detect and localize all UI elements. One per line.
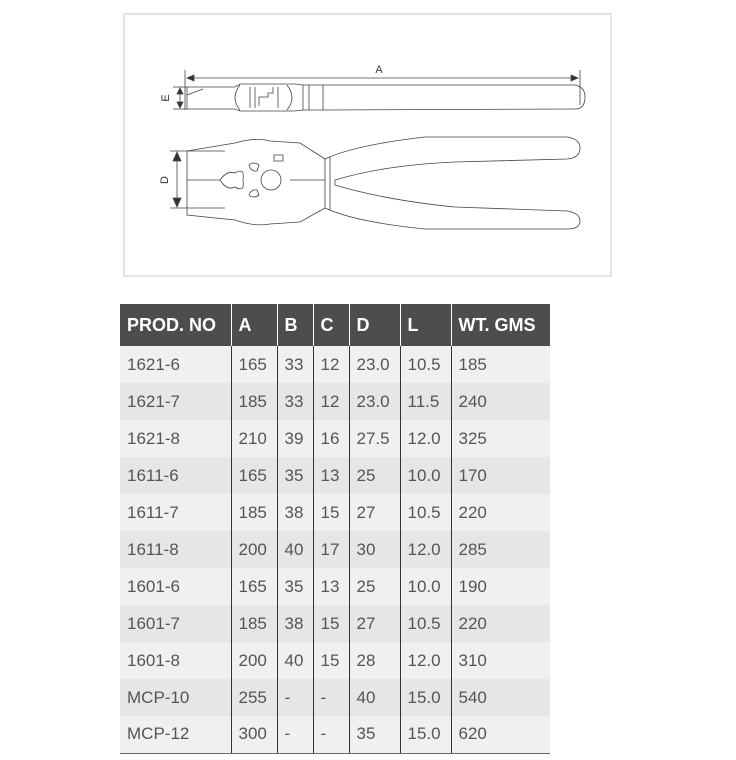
table-header-row [120, 304, 550, 346]
cell-weight: 310 [451, 642, 550, 679]
cell-c: 16 [313, 420, 349, 457]
cell-d: 25 [349, 457, 400, 494]
cell-weight: 190 [451, 568, 550, 605]
table-row [120, 568, 550, 605]
table-row [120, 457, 550, 494]
column-header-b: B [277, 304, 313, 346]
cell-a: 185 [231, 494, 277, 531]
pliers-diagram-frame [123, 13, 612, 277]
column-header-prod-no: PROD. NO [120, 304, 231, 346]
dimension-a-label: A [375, 64, 383, 76]
column-header-weight: WT. GMS [451, 304, 550, 346]
cell-c: 13 [313, 568, 349, 605]
cell-prod-no: MCP-12 [120, 716, 231, 753]
cell-prod-no: 1621-7 [120, 383, 231, 420]
cell-b: 33 [277, 383, 313, 420]
cell-b: - [277, 716, 313, 753]
cell-prod-no: 1611-7 [120, 494, 231, 531]
cell-b: 38 [277, 605, 313, 642]
column-header-c: C [313, 304, 349, 346]
dimension-d-label: D [158, 176, 171, 184]
table-row [120, 642, 550, 679]
cell-b: 39 [277, 420, 313, 457]
cell-l: 10.5 [400, 605, 451, 642]
pliers-diagram [125, 15, 610, 275]
cell-weight: 185 [451, 346, 550, 383]
cell-b: - [277, 679, 313, 716]
cell-l: 15.0 [400, 716, 451, 753]
cell-d: 27 [349, 494, 400, 531]
table-row [120, 605, 550, 642]
dimension-e-label: E [159, 94, 172, 102]
cell-l: 10.0 [400, 457, 451, 494]
cell-l: 12.0 [400, 420, 451, 457]
cell-c: - [313, 679, 349, 716]
cell-d: 25 [349, 568, 400, 605]
cell-a: 185 [231, 605, 277, 642]
cell-l: 15.0 [400, 679, 451, 716]
cell-c: 13 [313, 457, 349, 494]
cell-a: 200 [231, 642, 277, 679]
cell-weight: 540 [451, 679, 550, 716]
cell-a: 255 [231, 679, 277, 716]
cell-c: 12 [313, 383, 349, 420]
column-header-l: L [400, 304, 451, 346]
column-header-a: A [231, 304, 277, 346]
cell-l: 12.0 [400, 531, 451, 568]
cell-d: 23.0 [349, 346, 400, 383]
cell-a: 200 [231, 531, 277, 568]
cell-b: 38 [277, 494, 313, 531]
cell-weight: 220 [451, 494, 550, 531]
cell-l: 10.5 [400, 346, 451, 383]
cell-d: 30 [349, 531, 400, 568]
cell-c: 15 [313, 494, 349, 531]
pliers-spec-table [120, 304, 550, 754]
cell-d: 40 [349, 679, 400, 716]
cell-l: 11.5 [400, 383, 451, 420]
cell-c: 15 [313, 642, 349, 679]
cell-prod-no: 1611-6 [120, 457, 231, 494]
cell-d: 27 [349, 605, 400, 642]
column-header-d: D [349, 304, 400, 346]
cell-d: 23.0 [349, 383, 400, 420]
table-row [120, 531, 550, 568]
cell-d: 28 [349, 642, 400, 679]
cell-b: 35 [277, 568, 313, 605]
cell-weight: 620 [451, 716, 550, 753]
cell-l: 12.0 [400, 642, 451, 679]
cell-prod-no: 1621-8 [120, 420, 231, 457]
cell-weight: 240 [451, 383, 550, 420]
cell-l: 10.5 [400, 494, 451, 531]
cell-prod-no: 1601-7 [120, 605, 231, 642]
cell-a: 165 [231, 457, 277, 494]
table-row [120, 420, 550, 457]
cell-a: 300 [231, 716, 277, 753]
table-body [120, 346, 550, 753]
cell-c: - [313, 716, 349, 753]
table-row [120, 346, 550, 383]
table-row [120, 494, 550, 531]
cell-prod-no: 1601-8 [120, 642, 231, 679]
cell-d: 27.5 [349, 420, 400, 457]
cell-prod-no: MCP-10 [120, 679, 231, 716]
cell-weight: 325 [451, 420, 550, 457]
table-row [120, 716, 550, 753]
cell-a: 165 [231, 568, 277, 605]
cell-weight: 285 [451, 531, 550, 568]
cell-a: 185 [231, 383, 277, 420]
cell-prod-no: 1601-6 [120, 568, 231, 605]
cell-prod-no: 1611-8 [120, 531, 231, 568]
cell-b: 40 [277, 642, 313, 679]
cell-weight: 220 [451, 605, 550, 642]
cell-a: 165 [231, 346, 277, 383]
cell-b: 35 [277, 457, 313, 494]
cell-weight: 170 [451, 457, 550, 494]
cell-c: 17 [313, 531, 349, 568]
cell-c: 15 [313, 605, 349, 642]
table-row [120, 383, 550, 420]
cell-a: 210 [231, 420, 277, 457]
cell-l: 10.0 [400, 568, 451, 605]
cell-b: 33 [277, 346, 313, 383]
cell-d: 35 [349, 716, 400, 753]
table-row [120, 679, 550, 716]
cell-c: 12 [313, 346, 349, 383]
cell-prod-no: 1621-6 [120, 346, 231, 383]
cell-b: 40 [277, 531, 313, 568]
